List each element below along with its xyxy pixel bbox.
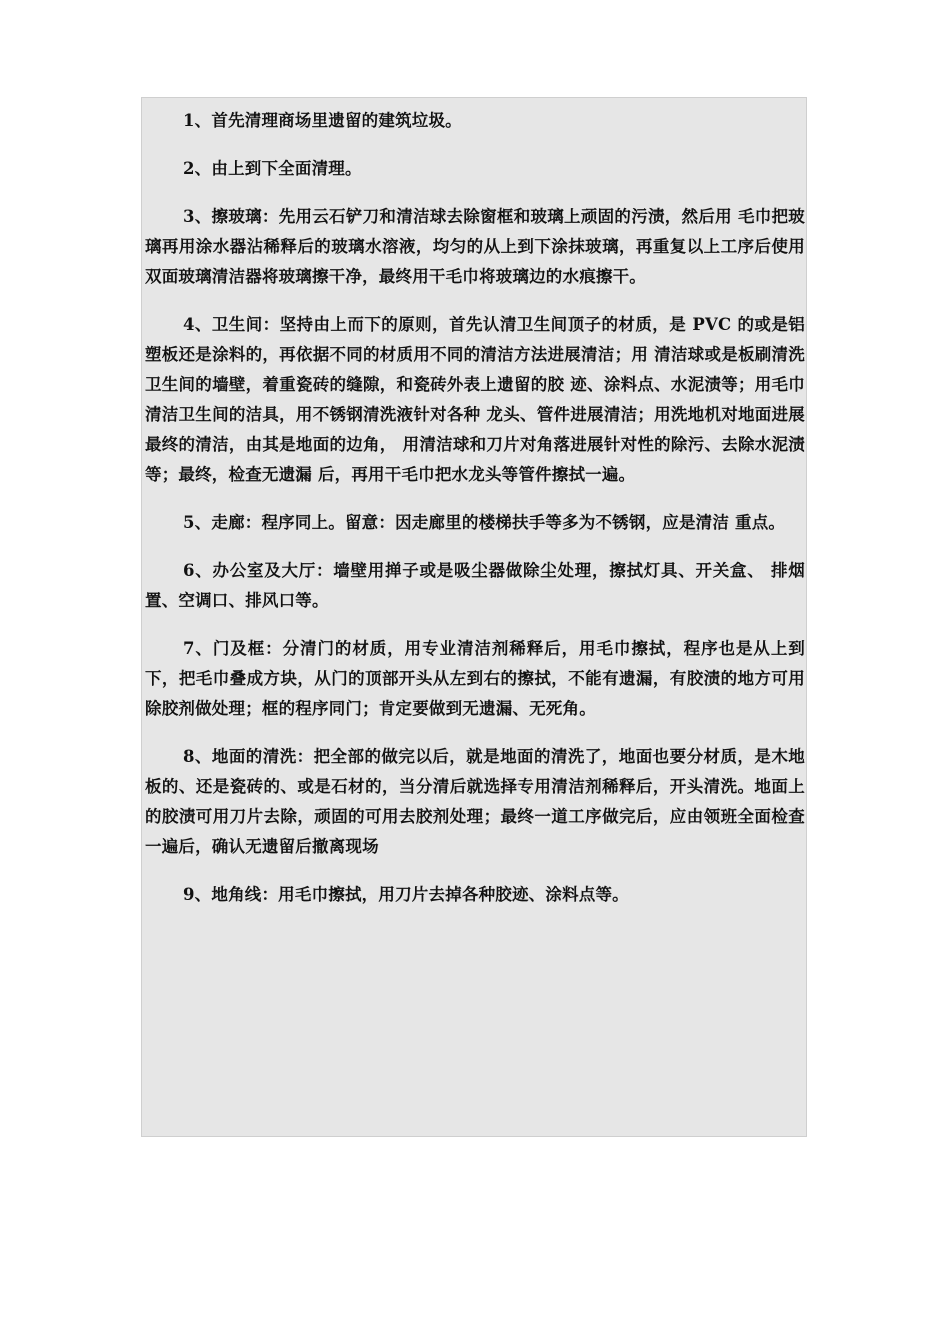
paragraph-2: 2、由上到下全面清理。: [183, 159, 362, 178]
paragraph-7: 7、门及框：分清门的材质，用专业清洁剂稀释后，用毛巾擦拭，程序也是从上到下，把毛巾叠成方块，从门的顶部开头从左到右的擦拭，不能有遗漏，有胶渍的地方可用除胶剂做处理；框的程序同门；肯定要做到无遗漏、无死角。: [145, 639, 805, 718]
paragraph-8: 8、地面的清洗：把全部的做完以后，就是地面的清洗了，地面也要分材质，是木地板的、还是瓷砖的、或是石材的，当分清后就选择专用清洁剂稀释后，开头清洗。地面上的胶渍可用刀片去除，顽固的可用去胶剂处理；最终一道工序做完后，应由领班全面检查一遍后，确认无遗留后撤离现场: [145, 747, 805, 856]
paragraph-1: 1、首先清理商场里遗留的建筑垃圾。: [183, 111, 462, 130]
content-box: [141, 97, 807, 1137]
paragraph-6: 6、办公室及大厅：墙壁用掸子或是吸尘器做除尘处理，擦拭灯具、开关盒、 排烟置、空调口、排风口等。: [145, 561, 805, 610]
paragraph-5: 5、走廊：程序同上。留意：因走廊里的楼梯扶手等多为不锈钢，应是清洁 重点。: [183, 513, 786, 532]
paragraph-4: 4、卫生间：坚持由上而下的原则，首先认清卫生间顶子的材质，是 PVC 的或是铝塑板还是涂料的，再依据不同的材质用不同的清洁方法进展清洁；用 清洁球或是板刷清洗卫生间的墙壁，着重瓷砖的缝隙，和瓷砖外表上遗留的胶 迹、涂料点、水泥渍等；用毛巾清洁卫生间的洁具，用不锈钢清洗液针对各种 龙头、管件进展清洁；用洗地机对地面进展最终的清洁，由其是地面的边角， 用清洁球和刀片对角落进展针对性的除污、去除水泥渍等；最终，检查无遗漏 后，再用干毛巾把水龙头等管件擦拭一遍。: [145, 315, 805, 484]
text-area: [145, 106, 805, 928]
paragraph-3: 3、擦玻璃：先用云石铲刀和清洁球去除窗框和玻璃上顽固的污渍，然后用 毛巾把玻璃再用涂水器沾稀释后的玻璃水溶液，均匀的从上到下涂抹玻璃，再重复以上工序后使用双面玻璃清洁器将玻璃擦干净，最终用干毛巾将玻璃边的水痕擦干。: [145, 207, 805, 286]
paragraph-9: 9、地角线：用毛巾擦拭，用刀片去掉各种胶迹、涂料点等。: [183, 885, 629, 904]
